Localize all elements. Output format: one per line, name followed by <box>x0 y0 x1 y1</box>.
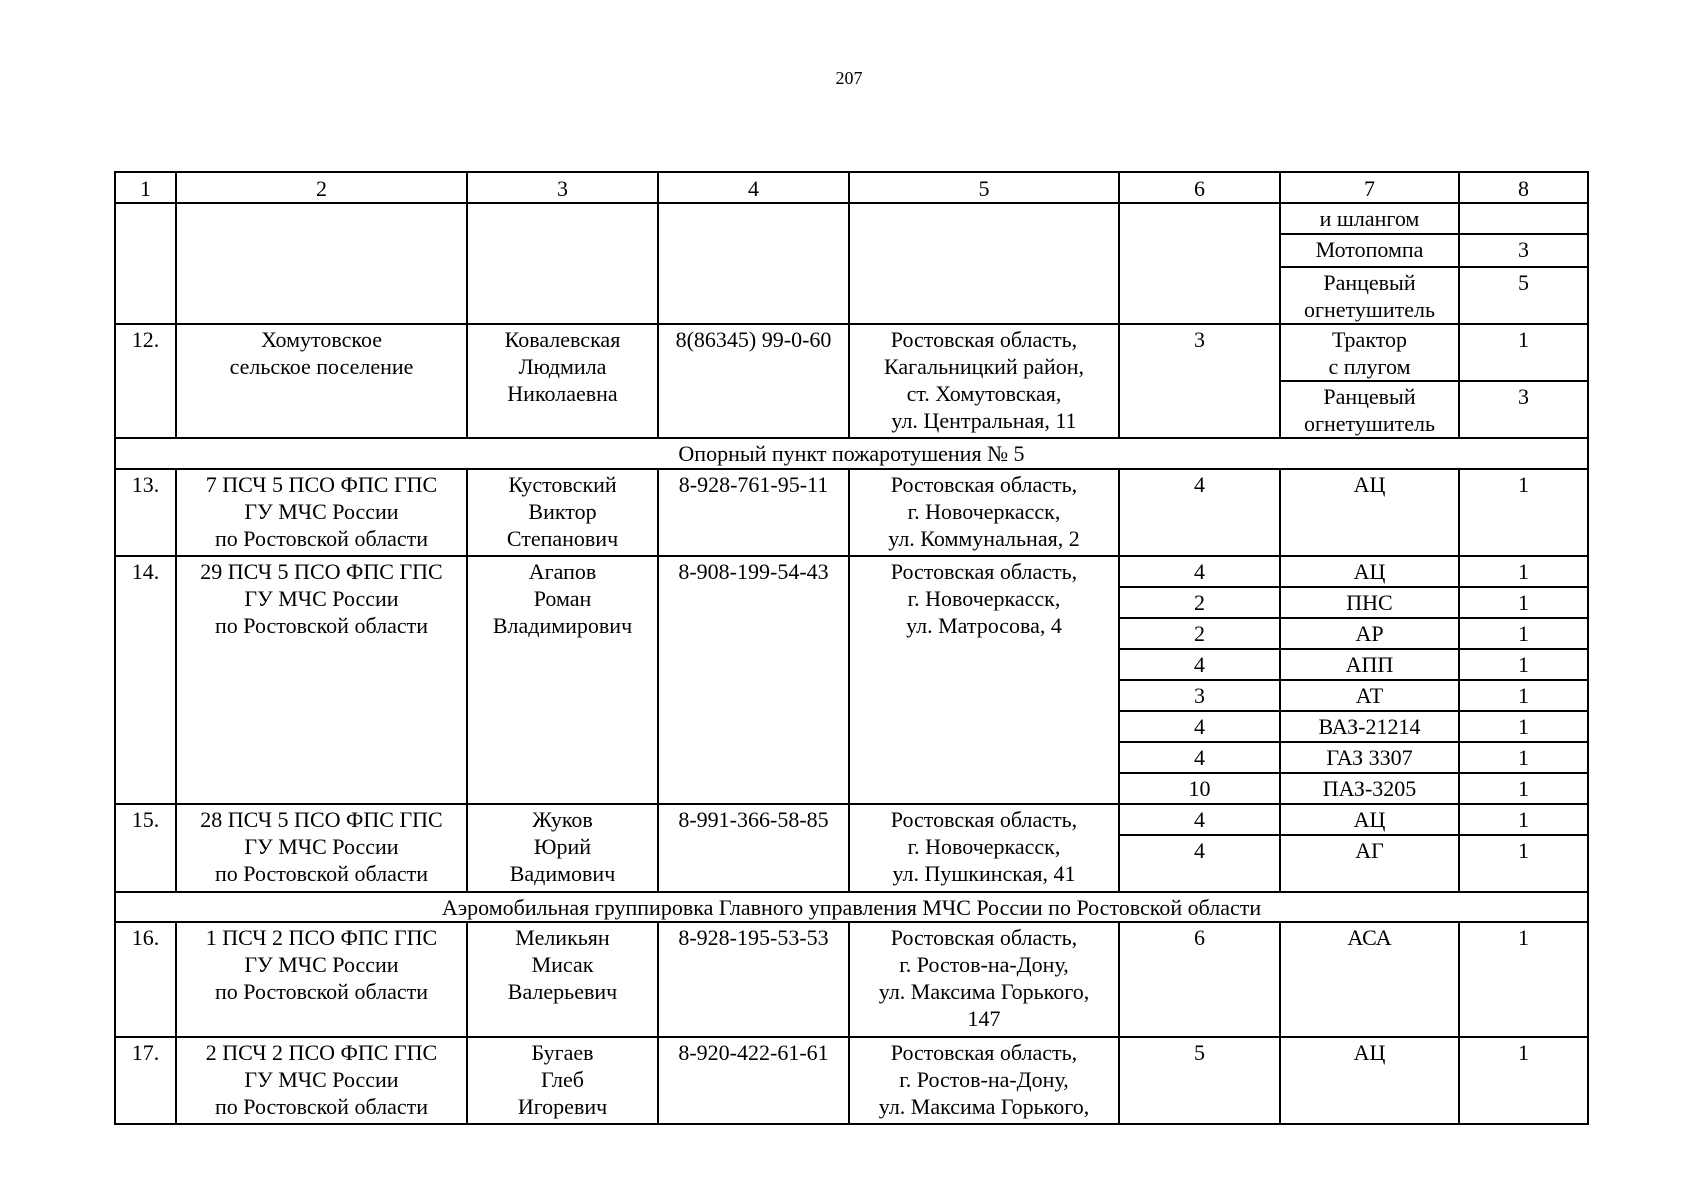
table-row <box>115 203 1588 234</box>
count-cell: 1 <box>1459 587 1588 618</box>
header-cell: 8 <box>1459 172 1588 203</box>
organization-cell: 7 ПСЧ 5 ПСО ФПС ГПС ГУ МЧС России по Ростовской области <box>176 469 467 556</box>
header-cell: 3 <box>467 172 658 203</box>
address-cell <box>849 203 1119 324</box>
people-cell: 3 <box>1119 680 1280 711</box>
header-cell: 1 <box>115 172 176 203</box>
people-cell: 4 <box>1119 649 1280 680</box>
equipment-cell: ВАЗ-21214 <box>1280 711 1459 742</box>
equipment-cell: и шлангом <box>1280 203 1459 234</box>
person-cell: Агапов Роман Владимирович <box>467 556 658 804</box>
people-cell: 2 <box>1119 587 1280 618</box>
equipment-cell: АПП <box>1280 649 1459 680</box>
row-number-cell <box>115 203 176 324</box>
organization-cell: Хомутовское сельское поселение <box>176 324 467 438</box>
count-cell: 1 <box>1459 711 1588 742</box>
equipment-cell: АГ <box>1280 835 1459 892</box>
equipment-cell: Мотопомпа <box>1280 234 1459 267</box>
table-row <box>115 922 1588 1037</box>
organization-cell <box>176 203 467 324</box>
equipment-cell: АЦ <box>1280 804 1459 835</box>
count-cell: 1 <box>1459 324 1588 381</box>
header-cell: 4 <box>658 172 849 203</box>
phone-cell: 8-991-366-58-85 <box>658 804 849 892</box>
people-cell: 10 <box>1119 773 1280 804</box>
people-cell: 6 <box>1119 922 1280 1037</box>
phone-cell <box>658 203 849 324</box>
count-cell: 1 <box>1459 556 1588 587</box>
count-cell: 1 <box>1459 922 1588 1037</box>
page-number: 207 <box>835 68 863 88</box>
count-cell: 1 <box>1459 835 1588 892</box>
people-cell <box>1119 203 1280 324</box>
equipment-cell: Трактор с плугом <box>1280 324 1459 381</box>
phone-cell: 8-908-199-54-43 <box>658 556 849 804</box>
address-cell: Ростовская область, г. Новочеркасск, ул. Пушкинская, 41 <box>849 804 1119 892</box>
person-cell: Жуков Юрий Вадимович <box>467 804 658 892</box>
count-cell: 3 <box>1459 381 1588 438</box>
equipment-cell: АЦ <box>1280 1037 1459 1124</box>
organization-cell: 28 ПСЧ 5 ПСО ФПС ГПС ГУ МЧС России по Ростовской области <box>176 804 467 892</box>
equipment-cell: АТ <box>1280 680 1459 711</box>
header-cell: 2 <box>176 172 467 203</box>
header-cell: 5 <box>849 172 1119 203</box>
section-title: Аэромобильная группировка Главного управления МЧС России по Ростовской области <box>115 892 1588 922</box>
table-row <box>115 1037 1588 1124</box>
people-cell: 4 <box>1119 742 1280 773</box>
equipment-cell: АЦ <box>1280 556 1459 587</box>
people-cell: 4 <box>1119 556 1280 587</box>
row-number-cell: 16. <box>115 922 176 1037</box>
phone-cell: 8-928-195-53-53 <box>658 922 849 1037</box>
row-number-cell: 15. <box>115 804 176 892</box>
phone-cell: 8-920-422-61-61 <box>658 1037 849 1124</box>
person-cell: Бугаев Глеб Игоревич <box>467 1037 658 1124</box>
organization-cell: 2 ПСЧ 2 ПСО ФПС ГПС ГУ МЧС России по Ростовской области <box>176 1037 467 1124</box>
section-row <box>115 892 1588 922</box>
person-cell: Меликьян Мисак Валерьевич <box>467 922 658 1037</box>
address-cell: Ростовская область, г. Новочеркасск, ул. Коммунальная, 2 <box>849 469 1119 556</box>
organization-cell: 1 ПСЧ 2 ПСО ФПС ГПС ГУ МЧС России по Ростовской области <box>176 922 467 1037</box>
count-cell <box>1459 203 1588 234</box>
section-title: Опорный пункт пожаротушения № 5 <box>115 438 1588 469</box>
count-cell: 1 <box>1459 1037 1588 1124</box>
person-cell: Кустовский Виктор Степанович <box>467 469 658 556</box>
row-number-cell: 13. <box>115 469 176 556</box>
count-cell: 1 <box>1459 649 1588 680</box>
count-cell: 1 <box>1459 618 1588 649</box>
count-cell: 3 <box>1459 234 1588 267</box>
person-cell: Ковалевская Людмила Николаевна <box>467 324 658 438</box>
table-row <box>115 469 1588 556</box>
table-row <box>115 804 1588 835</box>
equipment-cell: ПНС <box>1280 587 1459 618</box>
header-cell: 6 <box>1119 172 1280 203</box>
table-row <box>115 324 1588 381</box>
header-cell: 7 <box>1280 172 1459 203</box>
people-cell: 4 <box>1119 835 1280 892</box>
equipment-cell: АЦ <box>1280 469 1459 556</box>
count-cell: 1 <box>1459 804 1588 835</box>
resources-table <box>114 171 1589 1125</box>
equipment-cell: АСА <box>1280 922 1459 1037</box>
count-cell: 5 <box>1459 267 1588 324</box>
people-cell: 3 <box>1119 324 1280 438</box>
equipment-cell: Ранцевый огнетушитель <box>1280 267 1459 324</box>
header-row <box>115 172 1588 203</box>
count-cell: 1 <box>1459 680 1588 711</box>
address-cell: Ростовская область, г. Новочеркасск, ул. Матросова, 4 <box>849 556 1119 804</box>
equipment-cell: Ранцевый огнетушитель <box>1280 381 1459 438</box>
count-cell: 1 <box>1459 773 1588 804</box>
section-row <box>115 438 1588 469</box>
equipment-cell: ГАЗ 3307 <box>1280 742 1459 773</box>
people-cell: 4 <box>1119 711 1280 742</box>
row-number-cell: 12. <box>115 324 176 438</box>
phone-cell: 8(86345) 99-0-60 <box>658 324 849 438</box>
organization-cell: 29 ПСЧ 5 ПСО ФПС ГПС ГУ МЧС России по Ростовской области <box>176 556 467 804</box>
row-number-cell: 14. <box>115 556 176 804</box>
people-cell: 5 <box>1119 1037 1280 1124</box>
row-number-cell: 17. <box>115 1037 176 1124</box>
phone-cell: 8-928-761-95-11 <box>658 469 849 556</box>
address-cell: Ростовская область, г. Ростов-на-Дону, ул. Максима Горького, 147 <box>849 922 1119 1037</box>
equipment-cell: ПАЗ-3205 <box>1280 773 1459 804</box>
table-row <box>115 556 1588 587</box>
count-cell: 1 <box>1459 469 1588 556</box>
equipment-cell: АР <box>1280 618 1459 649</box>
address-cell: Ростовская область, г. Ростов-на-Дону, ул. Максима Горького, <box>849 1037 1119 1124</box>
people-cell: 2 <box>1119 618 1280 649</box>
people-cell: 4 <box>1119 804 1280 835</box>
address-cell: Ростовская область, Кагальницкий район, ст. Хомутовская, ул. Центральная, 11 <box>849 324 1119 438</box>
count-cell: 1 <box>1459 742 1588 773</box>
people-cell: 4 <box>1119 469 1280 556</box>
person-cell <box>467 203 658 324</box>
